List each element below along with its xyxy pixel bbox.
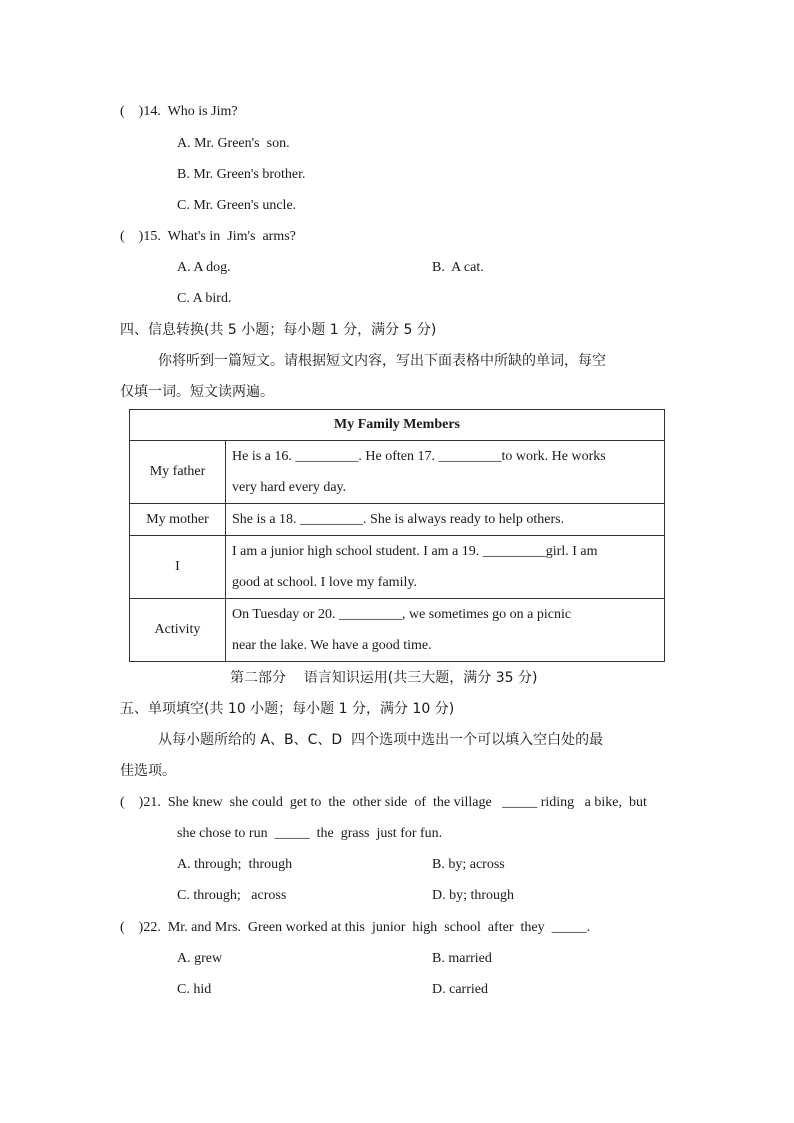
- q22-stem: ( )22. Mr. and Mrs. Green worked at this junior high school after they _____.: [120, 920, 591, 935]
- q21-option-c: C. through; across: [177, 888, 287, 903]
- q14-stem: ( )14. Who is Jim?: [120, 104, 238, 119]
- row-line: He is a 16. _________. He often 17. _________to work. He works: [232, 449, 606, 464]
- part2-heading: 第二部分 语言知识运用(共三大题，满分 35 分): [230, 670, 538, 686]
- section5-instruction-line2: 佳选项。: [120, 763, 176, 779]
- row-label: Activity: [130, 599, 226, 662]
- row-line: On Tuesday or 20. _________, we sometimes go on a picnic: [232, 607, 572, 622]
- row-content: [226, 504, 665, 536]
- family-members-table: [129, 409, 665, 662]
- q22-option-c: C. hid: [177, 982, 212, 997]
- section5-heading: 五、单项填空(共 10 小题；每小题 1 分，满分 10 分): [120, 701, 455, 717]
- q15-stem: ( )15. What's in Jim's arms?: [120, 229, 296, 244]
- q15-option-b: B. A cat.: [432, 260, 484, 275]
- q21-stem-line1: ( )21. She knew she could get to the other side of the village _____ riding a bike, but: [120, 795, 647, 810]
- table-row: [130, 441, 665, 504]
- table-title: My Family Members: [130, 410, 665, 441]
- row-label: My mother: [130, 504, 226, 536]
- section4-instruction-line1: 你将听到一篇短文。请根据短文内容，写出下面表格中所缺的单词，每空: [158, 353, 606, 369]
- section4-heading: 四、信息转换(共 5 小题；每小题 1 分，满分 5 分): [120, 322, 437, 338]
- row-line: near the lake. We have a good time.: [232, 638, 432, 653]
- row-line: I am a junior high school student. I am a 19. _________girl. I am: [232, 544, 598, 559]
- q22-option-d: D. carried: [432, 982, 488, 997]
- q21-stem-line2: she chose to run _____ the grass just for fun.: [177, 826, 443, 841]
- q14-option-b: B. Mr. Green's brother.: [177, 167, 306, 182]
- row-label: My father: [130, 441, 226, 504]
- q21-option-b: B. by; across: [432, 857, 505, 872]
- q15-option-c: C. A bird.: [177, 291, 232, 306]
- row-label: I: [130, 536, 226, 599]
- section5-instruction-line1: 从每小题所给的 A、B、C、D 四个选项中选出一个可以填入空白处的最: [158, 732, 604, 748]
- table-row: [130, 599, 665, 662]
- q14-option-a: A. Mr. Green's son.: [177, 136, 290, 151]
- row-line: very hard every day.: [232, 480, 347, 495]
- table-row: [130, 536, 665, 599]
- q22-option-b: B. married: [432, 951, 492, 966]
- q22-option-a: A. grew: [177, 951, 223, 966]
- table-row: [130, 504, 665, 536]
- q15-option-a: A. A dog.: [177, 260, 231, 275]
- q21-option-d: D. by; through: [432, 888, 515, 903]
- row-content: [226, 599, 665, 662]
- row-line: She is a 18. _________. She is always ready to help others.: [232, 512, 565, 527]
- q14-option-c: C. Mr. Green's uncle.: [177, 198, 297, 213]
- section4-instruction-line2: 仅填一词。短文读两遍。: [120, 384, 274, 400]
- row-content: [226, 536, 665, 599]
- q21-option-a: A. through; through: [177, 857, 293, 872]
- row-content: [226, 441, 665, 504]
- row-line: good at school. I love my family.: [232, 575, 417, 590]
